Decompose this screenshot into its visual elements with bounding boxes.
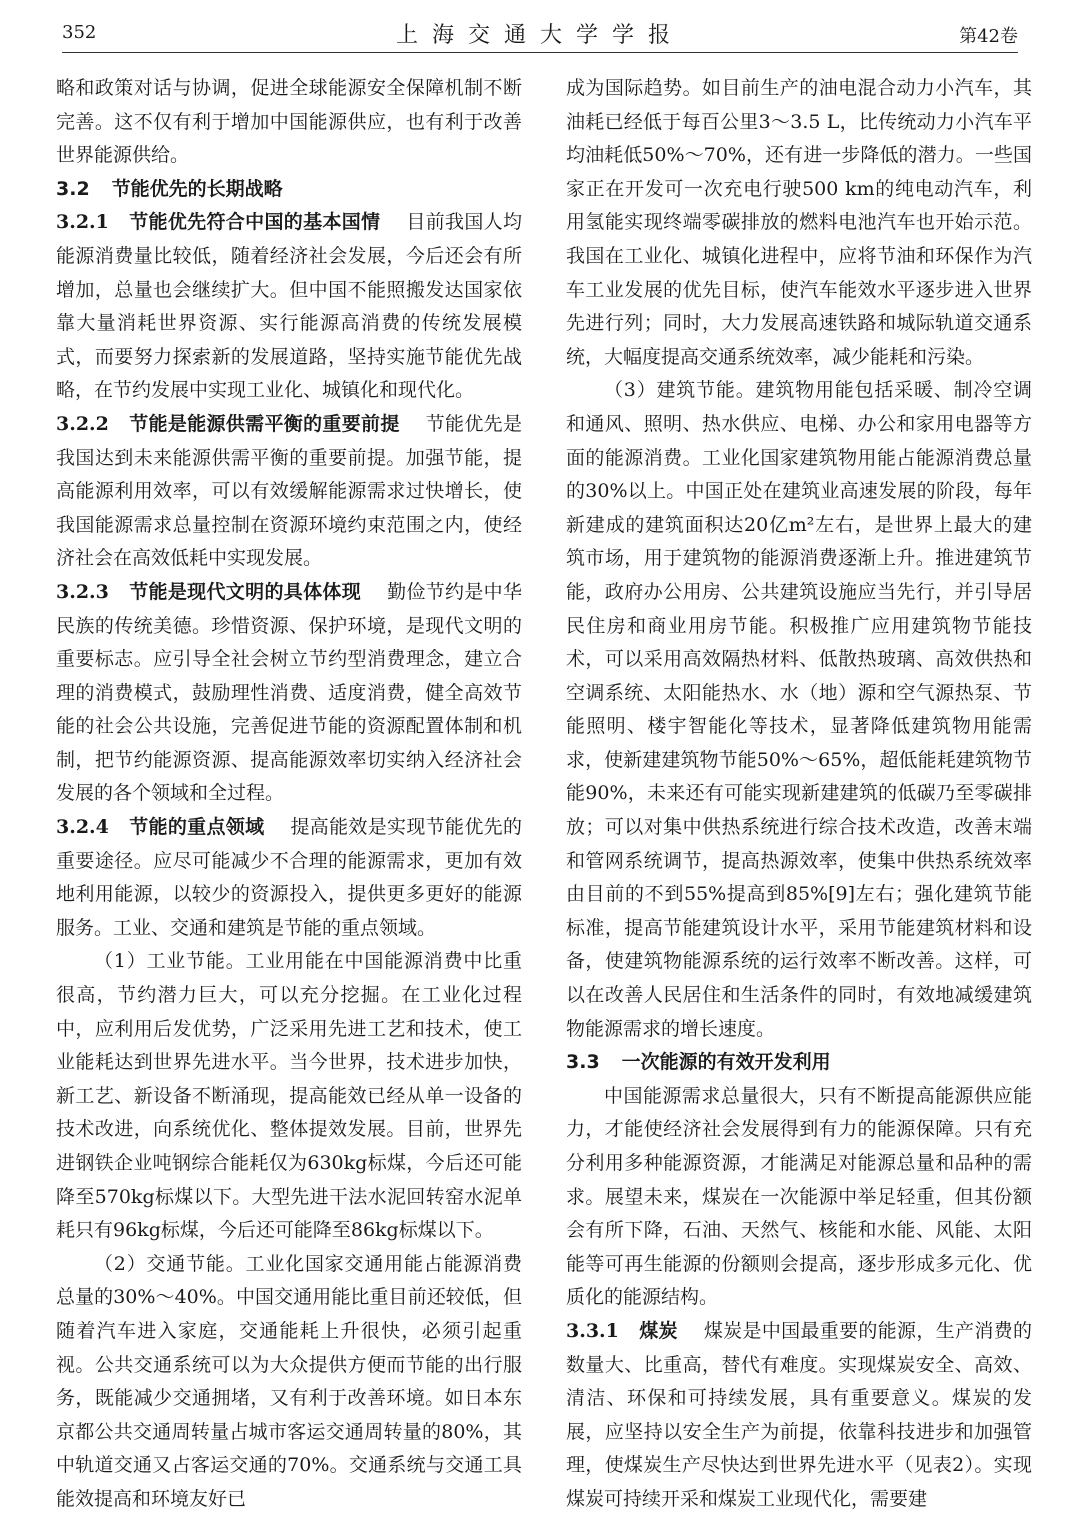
subsection-number: 3.2.2 <box>56 412 109 435</box>
subsection-number: 3.2.3 <box>56 580 109 603</box>
paragraph-text: 煤炭是中国最重要的能源，生产消费的数量大、比重高，替代有难度。实现煤炭安全、高效、清洁、环保和可持续发展，具有重要意义。煤炭的发展，应坚持以安全生产为前提，依靠科技进步和加强管理，使煤炭生产尽快达到世界先进水平（见表2）。实现煤炭可持续开采和煤炭工业现代化，需要建 <box>566 1319 1032 1510</box>
paragraph-text: 勤俭节约是中华民族的传统美德。珍惜资源、保护环境，是现代文明的重要标志。应引导全社会树立节约型消费理念，建立合理的消费模式，鼓励理性消费、适度消费，健全高效节能的社会公共设施，完善促进节能的资源配置体制和机制，把节约能源资源、提高能源效率切实纳入经济社会发展的各个领域和全过程。 <box>56 580 522 805</box>
subsection-heading <box>56 581 361 603</box>
section-title: 节能优先的长期战略 <box>111 177 283 200</box>
left-column <box>56 72 522 1517</box>
subsection-number: 3.3.1 <box>566 1319 619 1342</box>
subsection-title: 节能是现代文明的具体体现 <box>128 580 362 603</box>
paragraph: 中国能源需求总量很大，只有不断提高能源供应能力，才能使经济社会发展得到有力的能源保障。只有充分利用多种能源资源，才能满足对能源总量和品种的需求。展望未来，煤炭在一次能源中举足轻重，但其份额会有所下降，石油、天然气、核能和水能、风能、太阳能等可再生能源的份额则会提高，逐步形成多元化、优质化的能源结构。 <box>566 1084 1032 1309</box>
subsection-title: 节能的重点领域 <box>128 816 265 839</box>
journal-title: 上海交通大学学报 <box>395 23 684 48</box>
subsection-3-3-1 <box>566 1315 1032 1517</box>
subsection-3-2-2 <box>56 408 522 576</box>
paragraph-text: 提高能效是实现节能优先的重要途径。应尽可能减少不合理的能源需求，更加有效地利用能源，以较少的资源投入，提供更多更好的能源服务。工业、交通和建筑是节能的重点领域。 <box>56 816 522 939</box>
subsection-title: 节能优先符合中国的基本国情 <box>128 211 381 234</box>
paragraph-text: 节能优先是我国达到未来能源供需平衡的重要前提。加强节能，提高能源利用效率，可以有效缓解能源需求过快增长，使我国能源需求总量控制在资源环境约束范围之内，使经济社会在高效低耗中实现发展。 <box>56 412 522 570</box>
volume-label: 第42卷 <box>959 26 1018 47</box>
section-number: 3.3 <box>566 1051 600 1074</box>
subsection-heading <box>56 413 400 435</box>
subsection-3-2-3 <box>56 576 522 811</box>
subsection-title: 节能是能源供需平衡的重要前提 <box>128 412 400 435</box>
subsection-heading <box>56 816 264 838</box>
paragraph-industry: （1）工业节能。工业用能在中国能源消费中比重很高，节约潜力巨大，可以充分挖掘。在工业化过程中，应利用后发优势，广泛采用先进工艺和技术，使工业能耗达到世界先进水平。当今世界，技术进步加快，新工艺、新设备不断涌现，提高能效已经从单一设备的技术改进，向系统优化、整体提效发展。目前，世界先进钢铁企业吨钢综合能耗仅为630kg标煤，今后还可能降至570kg标煤以下。大型先进干法水泥回转窑水泥单耗只有96kg标煤，今后还可能降至86kg标煤以下。 <box>56 950 522 1242</box>
page-number: 352 <box>62 22 97 43</box>
subsection-number: 3.2.1 <box>56 211 109 234</box>
paragraph-text: 目前我国人均能源消费量比较低，随着经济社会发展，今后还会有所增加，总量也会继续扩大。但中国不能照搬发达国家依靠大量消耗世界资源、实行能源高消费的传统发展模式，而要努力探索新的发展道路，坚持实施节能优先战略，在节约发展中实现工业化、城镇化和现代化。 <box>56 211 522 402</box>
section-heading-3-2 <box>56 173 522 207</box>
subsection-3-2-1 <box>56 206 522 408</box>
section-number: 3.2 <box>56 177 90 200</box>
subsection-number: 3.2.4 <box>56 816 109 839</box>
paragraph-building: （3）建筑节能。建筑物用能包括采暖、制冷空调和通风、照明、热水供应、电梯、办公和家用电器等方面的能源消费。工业化国家建筑物用能占能源消费总量的30%以上。中国正处在建筑业高速发展的阶段，每年新建成的建筑面积达20亿m²左右，是世界上最大的建筑市场，用于建筑物的能源消费逐渐上升。推进建筑节能，政府办公用房、公共建筑设施应当先行，并引导居民住房和商业用房节能。积极推广应用建筑物节能技术，可以采用高效隔热材料、低散热玻璃、高效供热和空调系统、太阳能热水、水（地）源和空气源热泵、节能照明、楼宇智能化等技术，显著降低建筑物用能需求，使新建建筑物节能50%～65%，超低能耗建筑物节能90%，未来还有可能实现新建建筑的低碳乃至零碳排放；可以对集中供热系统进行综合技术改造，改善末端和管网系统调节，提高热源效率，使集中供热系统效率由目前的不到55%提高到85%[9]左右；强化建筑节能标准，提高节能建筑设计水平，采用节能建筑材料和设备，使建筑物能源系统的运行效率不断改善。这样，可以在改善人民居住和生活条件的同时，有效地减缓建筑物能源需求的增长速度。 <box>566 379 1032 1040</box>
paragraph: 成为国际趋势。如目前生产的油电混合动力小汽车，其油耗已经低于每百公里3～3.5 L，比传统动力小汽车平均油耗低50%～70%，还有进一步降低的潜力。一些国家正在开发可一次充电行驶500 km的纯电动汽车，利用氢能实现终端零碳排放的燃料电池汽车也开始示范。我国在工业化、城镇化进程中，应将节油和环保作为汽车工业发展的优先目标，使汽车能效水平逐步进入世界先进行列；同时，大力发展高速铁路和城际轨道交通系统，大幅度提高交通系统效率，减少能耗和污染。 <box>566 77 1032 368</box>
paragraph-transport: （2）交通节能。工业化国家交通用能占能源消费总量的30%～40%。中国交通用能比重目前还较低，但随着汽车进入家庭，交通能耗上升很快，必须引起重视。公共交通系统可以为大众提供方便而节能的出行服务，既能减少交通拥堵，又有利于改善环境。如日本东京都公共交通周转量占城市客运交通周转量的80%，其中轨道交通又占客运交通的70%。交通系统与交通工具能效提高和环境友好已 <box>56 1252 522 1510</box>
subsection-title: 煤炭 <box>638 1319 678 1342</box>
subsection-heading <box>56 211 380 233</box>
right-column <box>566 72 1032 1517</box>
subsection-heading <box>566 1320 678 1342</box>
section-heading-3-3 <box>566 1046 1032 1080</box>
section-title: 一次能源的有效开发利用 <box>621 1051 831 1074</box>
subsection-3-2-4 <box>56 811 522 945</box>
paragraph: 略和政策对话与协调，促进全球能源安全保障机制不断完善。这不仅有利于增加中国能源供应，也有利于改善世界能源供给。 <box>56 77 522 167</box>
running-header <box>62 18 1018 53</box>
